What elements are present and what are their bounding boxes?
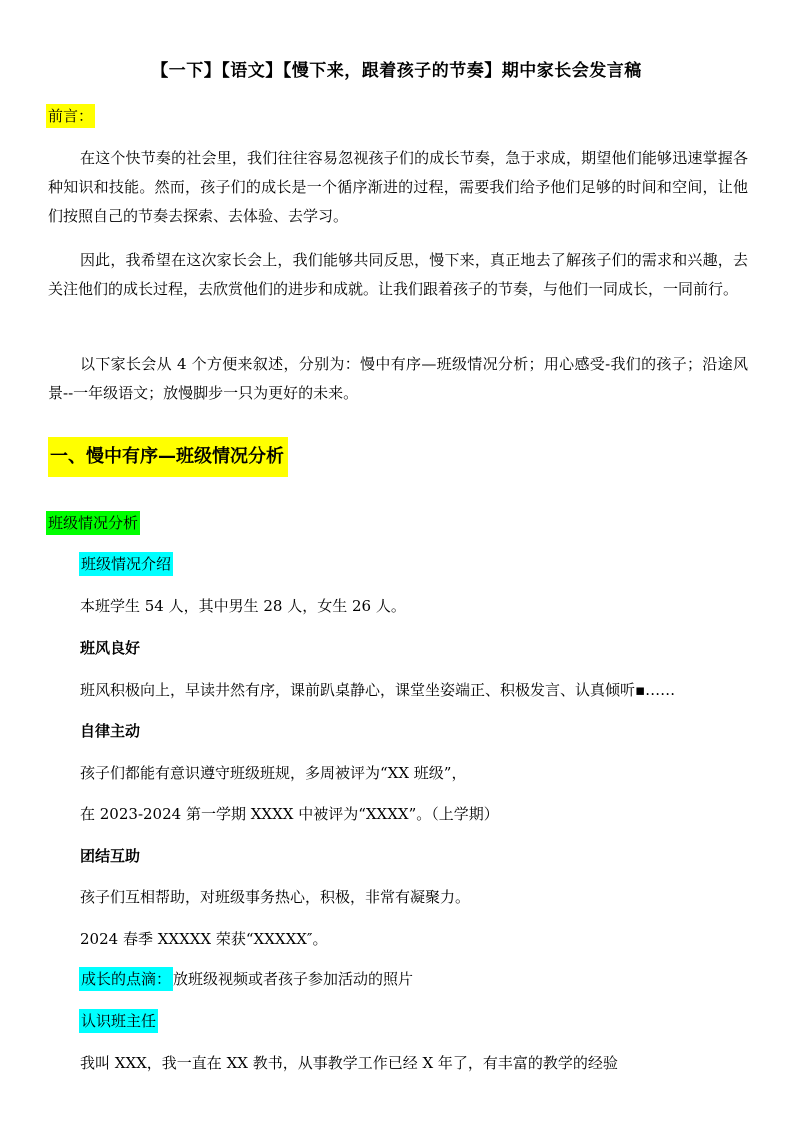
unity-text-2: 2024 春季 XXXXX 荣获“XXXXX″。	[80, 930, 328, 948]
teacher-label: 认识班主任	[79, 1009, 158, 1033]
unity-text-1: 孩子们互相帮助，对班级事务热心，积极，非常有凝聚力。	[80, 888, 471, 906]
class-intro-text: 本班学生 54 人，其中男生 28 人，女生 26 人。	[80, 597, 406, 615]
section-heading: 一、慢中有序—班级情况分析	[48, 437, 288, 477]
self-discipline-text-1: 孩子们都能有意识遵守班级班规，多周被评为“XX 班级”，	[80, 764, 467, 782]
good-style-heading: 班风良好	[80, 639, 141, 657]
class-intro-label: 班级情况介绍	[79, 552, 173, 576]
growth-label: 成长的点滴：	[79, 967, 173, 991]
good-style-text: 班风积极向上，早读井然有序，课前趴桌静心，课堂坐姿端正、积极发言、认真倾听▪……	[80, 681, 676, 699]
growth-text: 放班级视频或者孩子参加活动的照片	[173, 970, 414, 988]
growth-line	[79, 967, 413, 991]
self-discipline-text-2: 在 2023-2024 第一学期 XXXX 中被评为“XXXX”。（上学期）	[80, 805, 499, 823]
document-title: 【一下】【语文】【慢下来，跟着孩子的节奏】期中家长会发言稿	[151, 61, 642, 81]
paragraph-outline: 以下家长会从 4 个方便来叙述，分别为：慢中有序—班级情况分析；用心感受-我们的孩子；沿途风景--一年级语文；放慢脚步一只为更好的未来。	[48, 355, 748, 402]
class-analysis-wrap	[46, 511, 140, 535]
paragraph-reflection: 因此，我希望在这次家长会上，我们能够共同反思，慢下来，真正地去了解孩子们的需求和兴趣，去关注他们的成长过程，去欣赏他们的进步和成就。让我们跟着孩子的节奏，与他们一同成长，一同前行。	[48, 251, 748, 298]
paragraph-intro: 在这个快节奏的社会里，我们往往容易忽视孩子们的成长节奏，急于求成，期望他们能够迅速掌握各种知识和技能。然而，孩子们的成长是一个循序渐进的过程，需要我们给予他们足够的时间和空间，让他们按照自己的节奏去探索、去体验、去学习。	[48, 149, 748, 225]
class-intro-wrap	[79, 552, 173, 576]
teacher-label-wrap	[79, 1009, 158, 1033]
class-analysis-label: 班级情况分析	[46, 511, 140, 535]
unity-heading: 团结互助	[80, 847, 141, 865]
preface-label: 前言：	[46, 104, 95, 128]
teacher-text: 我叫 XXX，我一直在 XX 教书，从事教学工作已经 X 年了，有丰富的教学的经验	[80, 1054, 618, 1072]
self-discipline-heading: 自律主动	[80, 722, 141, 740]
preface-label-wrap	[46, 104, 95, 128]
